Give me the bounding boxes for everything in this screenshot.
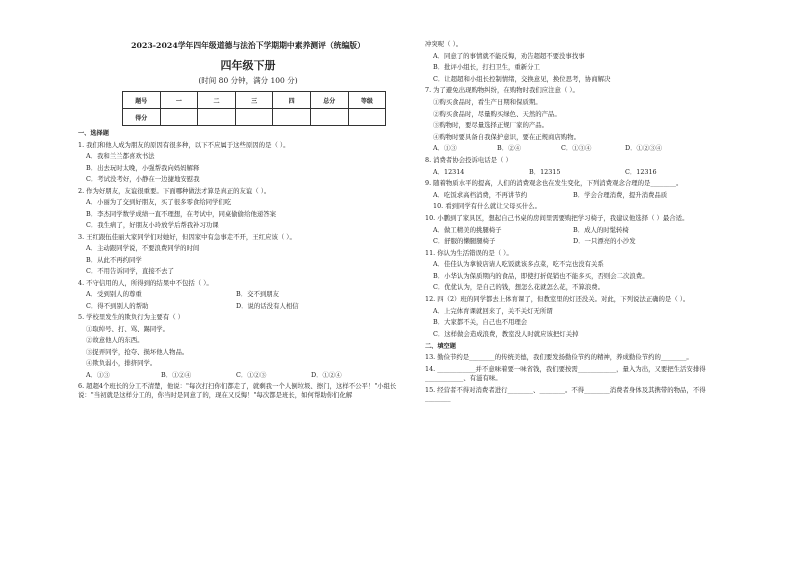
question-2: 2. 作为好朋友，友谊很重要。下面哪种做法才算是真正的友谊（ ）。 — [78, 186, 271, 195]
score-header-cell: 等级 — [348, 92, 386, 109]
option: A．做工精美的挑腿椅子 — [433, 225, 502, 234]
statement: ①购买食品时，看生产日期和保质期。 — [433, 97, 542, 106]
score-cell — [310, 109, 348, 126]
section-heading: 二、填空题 — [425, 342, 456, 350]
option: B．小华认为保质期内的食品，即使打折促销也不能多买，否则会二次浪费。 — [433, 271, 649, 280]
option: C．舒服的懒腿腿椅子 — [433, 237, 496, 246]
option-row — [425, 144, 725, 153]
option: B．出去玩时太晚，小强帮我向妈妈解释 — [86, 163, 200, 172]
option: B．①②④ — [161, 370, 192, 379]
fill-question-13: 13. 勤俭节约是________的传统美德，我们要发扬勤俭节约的精神，养成勤俭节约的________。 — [425, 353, 693, 362]
question-3: 3. 王红跟伍佳丽大家同学们对她好，但因家中有急事走不开，王红应该（ ）。 — [78, 232, 296, 241]
option: A．受到别人的尊重 — [86, 290, 142, 299]
statement: ②故意他人的东西。 — [86, 336, 144, 345]
option: C．让超超和小组长控制情绪，交换意见，换位思考，协商解决 — [433, 74, 611, 83]
statement: ④购物时要具备自我保护意识，要在正规商店购物。 — [433, 132, 580, 141]
option-row — [425, 191, 725, 200]
question-6-continued: 冲突呢（ ）。 — [425, 40, 463, 48]
option: A．上完体育课就回来了，关不关灯无所谓 — [433, 306, 553, 315]
score-row-label: 得分 — [123, 109, 161, 126]
option: A．同意了的事情就不能反悔，劝告超超不要没事找事 — [433, 51, 585, 60]
option: A．12314 — [433, 167, 465, 176]
option: C．不用告诉同学，直接不去了 — [86, 267, 174, 276]
question-10: 10. 小鹏到了家具区，想起自己书桌的房间里需要购把学习椅子，我建议他选择（ ）最合适。 — [425, 213, 689, 222]
right-column — [425, 40, 725, 403]
option: B．批评小组长，打扫卫生，重新分工 — [433, 63, 540, 72]
option-row — [78, 302, 418, 311]
fill-question-15: 15. 经营者不得对消费者进行________、________。不得________消费者身体及其携带的物品，不得________ — [425, 385, 706, 403]
option: D．说的话没有人相信 — [236, 301, 299, 310]
option: C．优优认为，是自己的钱，想怎么花就怎么花，不算浪费。 — [433, 283, 605, 292]
fill-question-14: 14. ____________并不意味着要一味省钱，我们要按需____________，量入为出，又要把生活安排得____________、有滋有味。 — [425, 365, 706, 382]
left-column — [78, 40, 418, 400]
score-cell — [160, 109, 198, 126]
option: B．②④ — [497, 144, 521, 153]
question-8: 8. 消费者协会投诉电话是（ ） — [425, 155, 512, 164]
option: B．李杰同学数学成绩一直不理想，在考试中，同桌偷偷给他递答案 — [86, 209, 277, 218]
question-7: 7. 为了避免出现购物纠纷，在购物时我们应注意（ ）。 — [425, 86, 579, 95]
option: D．①②④ — [311, 370, 342, 379]
option: B．从此不再约同学 — [86, 255, 142, 264]
option: D．一只漂亮的小沙发 — [573, 237, 636, 246]
option: B．学会合理消费，提升消费品质 — [573, 190, 668, 199]
option-row — [425, 237, 725, 246]
exam-subtitle: 四年级下册 — [220, 59, 276, 72]
option: B．大家都不关，自己也不用理会 — [433, 318, 528, 327]
score-cell — [348, 109, 386, 126]
score-table-header-row — [123, 92, 386, 109]
option: C．①②③ — [236, 370, 267, 379]
score-header-cell: 二 — [198, 92, 236, 109]
statement: ④欺负弱小，排挤同学。 — [86, 359, 157, 368]
option: C．①③④ — [561, 144, 592, 153]
score-header-cell: 三 — [235, 92, 273, 109]
section-heading: 一、选择题 — [78, 130, 109, 137]
option: 10. 看到同学有什么就让父母买什么。 — [433, 202, 542, 211]
question-5: 5. 学校里发生的欺负行为主要有（ ） — [78, 313, 185, 322]
question-12: 12. 四（2）班的同学都去上体育课了，但教室里的灯还没关。对此，下列说法正确的是（ ）。 — [425, 295, 690, 304]
option: B．成人的时髦转椅 — [573, 225, 629, 234]
question-1: 1. 我们和他人成为朋友的原因有很多种，以下不应属于这些原因的是（ ）。 — [78, 140, 290, 149]
option: B．交不到朋友 — [236, 290, 280, 299]
option-row — [78, 371, 418, 380]
statement: ③捉弄同学，抢夺、损坏他人物品。 — [86, 347, 189, 356]
question-9: 9. 随着物质水平的提高，人们的消费观念也在发生变化，下列消费观念合理的是________。 — [425, 179, 683, 188]
option: A．吃饭求高档消费，不再讲节约 — [433, 190, 528, 199]
option-row — [425, 226, 725, 235]
score-header-cell: 四 — [273, 92, 311, 109]
exam-time: (时间 80 分钟，满分 100 分) — [198, 76, 298, 85]
score-header-cell: 一 — [160, 92, 198, 109]
statement: ③购物时，要尽量选择正规厂家的产品。 — [433, 121, 549, 130]
question-11: 11. 你认为生活错误的是（ ）。 — [425, 248, 513, 257]
statement: ①取绰号、打、骂、踢同学。 — [86, 324, 170, 333]
statement: ②购买食品时，尽量购买绿色、天然的产品。 — [433, 109, 561, 118]
option: A．我和兰兰都喜欢书法 — [86, 152, 155, 161]
question-6: 6. 超超4个班长的分工不清楚，他说："每次打扫你们都走了，就剩我一个人倒垃圾、擦门，这样不公平！"小组长说："当初就是这样分工的，你当时是同意了的，现在又反悔！"每次都是班长，如何帮助你们化解 — [78, 382, 397, 399]
question-4: 4. 不守信用的人，所得到的结果中不包括（ ）。 — [78, 278, 213, 287]
option: A．佳佳认为拿彼店请人吃饭就该多点菜，吃不完也没有关系 — [433, 260, 604, 269]
option: C．这样做会造成浪费，教室没人时就应该把灯关掉 — [433, 329, 579, 338]
option: B．12315 — [529, 167, 561, 176]
option: A．主动跟同学说，不要浪费同学的时间 — [86, 244, 200, 253]
option-row — [78, 290, 418, 299]
option: D．①②③④ — [625, 144, 663, 153]
score-table-score-row — [123, 109, 386, 126]
option: A．①③ — [433, 144, 457, 153]
score-cell — [198, 109, 236, 126]
option-row — [425, 168, 725, 177]
exam-title: 2023-2024学年四年级道德与法治下学期期中素养测评（统编版） — [131, 41, 365, 50]
option: C．得不到别人的帮助 — [86, 301, 149, 310]
score-header-cell: 题号 — [123, 92, 161, 109]
score-header-cell: 总分 — [310, 92, 348, 109]
option: A．小丽为了交到好朋友，买了很多零食给同学们吃 — [86, 198, 232, 207]
score-table — [122, 91, 386, 126]
score-cell — [235, 109, 273, 126]
option: C．我生病了，好朋友小玲放学后帮我补习功课 — [86, 221, 219, 230]
option: C．考试没考好，小静在一边捷地安慰我 — [86, 175, 200, 184]
option: C．12316 — [625, 167, 657, 176]
option: A．①③ — [86, 370, 110, 379]
score-cell — [273, 109, 311, 126]
